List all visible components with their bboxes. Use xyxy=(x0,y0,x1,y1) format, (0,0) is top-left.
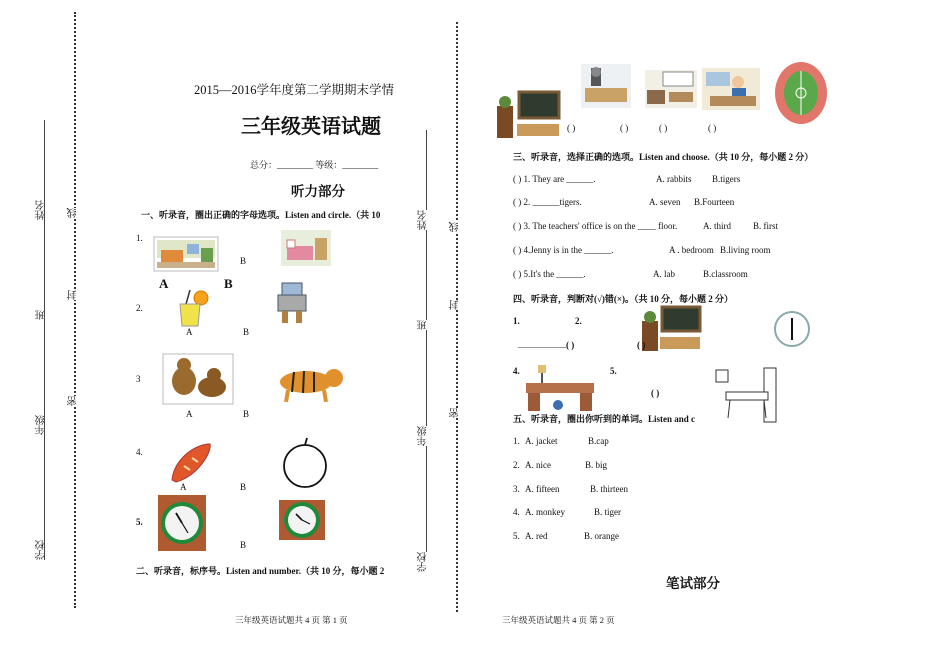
option-a-large: A xyxy=(159,276,169,291)
label-class: 班 xyxy=(36,310,47,320)
answer-blank xyxy=(518,347,566,348)
q3-stem: ( ) 3. The teachers' office is on the ____ floor. xyxy=(513,221,678,231)
lab-picture xyxy=(581,64,631,108)
q3-stem: ( ) 1. They are ______. xyxy=(513,174,596,184)
q5-option-a: A. fifteen xyxy=(525,484,560,494)
option-b: B xyxy=(240,256,247,266)
cut-label: 封 xyxy=(68,290,79,300)
q4-heading: 四、听录音，判断对(√)错(×)。（共 10 分，每小题 2 分） xyxy=(513,294,734,304)
q2-heading: 二、听录音，标序号。Listen and number.（共 10 分，每小题 2 xyxy=(136,566,385,576)
q3-option-b: B.classroom xyxy=(703,269,748,279)
teachers-office-picture xyxy=(702,68,760,110)
q5-number: 1. xyxy=(513,436,520,446)
q3-stem: ( ) 2. ______tigers. xyxy=(513,197,582,207)
clock-picture xyxy=(279,500,325,540)
score-line: 总分：________ 等级：________ xyxy=(250,160,379,170)
q3-option-b: B.living room xyxy=(720,245,771,255)
apple-outline-picture xyxy=(281,436,329,490)
answer-line xyxy=(426,130,427,570)
cut-label: 线 xyxy=(68,208,79,218)
juice-picture xyxy=(172,288,210,328)
option-b: B xyxy=(243,409,250,419)
classroom-picture xyxy=(497,88,561,138)
label-name: 姓名 xyxy=(36,200,47,220)
playground-picture xyxy=(773,60,829,126)
page-footer: 三年级英语试题共 4 页 第 2 页 xyxy=(502,615,615,625)
dotted-cut-line xyxy=(456,22,458,612)
q5-number: 5. xyxy=(513,531,520,541)
option-a: A xyxy=(186,327,193,337)
bears-picture xyxy=(162,353,234,405)
label-school: 学校 xyxy=(36,540,47,560)
exam-title: 三年级英语试题 xyxy=(241,116,381,138)
q5-option-a: A. jacket xyxy=(525,436,558,446)
written-section-title: 笔试部分 xyxy=(666,576,720,591)
label-grade: 年级 xyxy=(36,415,47,435)
label-school: 学校 xyxy=(418,552,429,572)
q5-number: 4. xyxy=(513,507,520,517)
item-number: 2. xyxy=(575,316,582,326)
option-b: B xyxy=(243,327,250,337)
answer-paren[interactable]: ( ) xyxy=(620,123,629,133)
item-number: 2. xyxy=(136,303,143,313)
cut-label: 密 xyxy=(450,408,461,418)
exam-header: 2015—2016学年度第二学期期末学情 xyxy=(194,83,395,97)
q5-option-b: B. tiger xyxy=(594,507,621,517)
wall-clock-picture xyxy=(772,310,812,348)
q3-stem: ( ) 5.It's the ______. xyxy=(513,269,586,279)
answer-paren[interactable]: ( ) xyxy=(659,123,668,133)
q3-option-a: A. seven xyxy=(649,197,681,207)
item-number: 1. xyxy=(513,316,520,326)
answer-paren[interactable]: ( ) xyxy=(651,388,660,398)
answer-paren[interactable]: ( ) xyxy=(637,340,646,350)
cut-label: 封 xyxy=(450,300,461,310)
answer-paren[interactable]: ( ) xyxy=(708,123,717,133)
answer-line xyxy=(44,120,45,560)
item-number: 4. xyxy=(513,366,520,376)
q5-option-a: A. monkey xyxy=(525,507,565,517)
robot-picture xyxy=(272,281,312,325)
q3-option-a: A. lab xyxy=(653,269,675,279)
q5-option-b: B.cap xyxy=(588,436,609,446)
item-number: 5. xyxy=(610,366,617,376)
living-room-picture xyxy=(153,236,219,272)
clock-picture xyxy=(158,495,206,551)
label-name: 姓名 xyxy=(418,210,429,230)
q5-option-b: B. thirteen xyxy=(590,484,628,494)
item-number: 3 xyxy=(136,374,141,384)
q5-number: 3. xyxy=(513,484,520,494)
q5-option-b: B. big xyxy=(585,460,608,470)
q5-option-a: A. nice xyxy=(525,460,551,470)
tiger-picture xyxy=(270,362,344,402)
q3-option-b: B.Fourteen xyxy=(694,197,735,207)
desk-picture xyxy=(524,363,596,413)
q3-option-a: A. third xyxy=(703,221,731,231)
q3-stem: ( ) 4.Jenny is in the ______. xyxy=(513,245,614,255)
q3-option-b: B. first xyxy=(753,221,779,231)
item-number: 1. xyxy=(136,233,143,243)
page-footer: 三年级英语试题共 4 页 第 1 页 xyxy=(235,615,348,625)
q5-option-b: B. orange xyxy=(584,531,619,541)
label-grade: 年级 xyxy=(418,426,429,446)
dotted-cut-line xyxy=(74,12,76,608)
item-number: 5. xyxy=(136,517,143,527)
classroom-picture xyxy=(642,305,702,351)
answer-paren[interactable]: ( ) xyxy=(567,123,576,133)
cut-label: 密 xyxy=(68,396,79,406)
q3-option-b: B.tigers xyxy=(712,174,741,184)
bread-picture xyxy=(168,440,214,484)
q5-option-a: A. red xyxy=(525,531,548,541)
q1-heading: 一、听录音，圈出正确的字母选项。Listen and circle.（共 10 xyxy=(141,210,381,220)
cut-label: 线 xyxy=(450,222,461,232)
answer-paren[interactable]: ( ) xyxy=(566,340,575,350)
dining-table-picture xyxy=(714,366,778,424)
library-picture xyxy=(645,70,697,108)
q3-option-a: A . bedroom xyxy=(669,245,714,255)
option-b: B xyxy=(240,540,247,550)
option-a: A xyxy=(180,482,187,492)
option-b: B xyxy=(240,482,247,492)
q5-number: 2. xyxy=(513,460,520,470)
q3-heading: 三、听录音，选择正确的选项。Listen and choose.（共 10 分，每小题 2 分） xyxy=(513,152,814,162)
option-a: A xyxy=(186,409,193,419)
option-b-large: B xyxy=(224,276,233,291)
bedroom-picture xyxy=(281,230,331,266)
section-title: 听力部分 xyxy=(291,184,345,199)
item-number: 4. xyxy=(136,447,143,457)
label-class: 班 xyxy=(418,320,429,330)
q5-heading: 五、听录音，圈出你听到的单词。Listen and c xyxy=(513,414,696,424)
q3-option-a: A. rabbits xyxy=(656,174,692,184)
